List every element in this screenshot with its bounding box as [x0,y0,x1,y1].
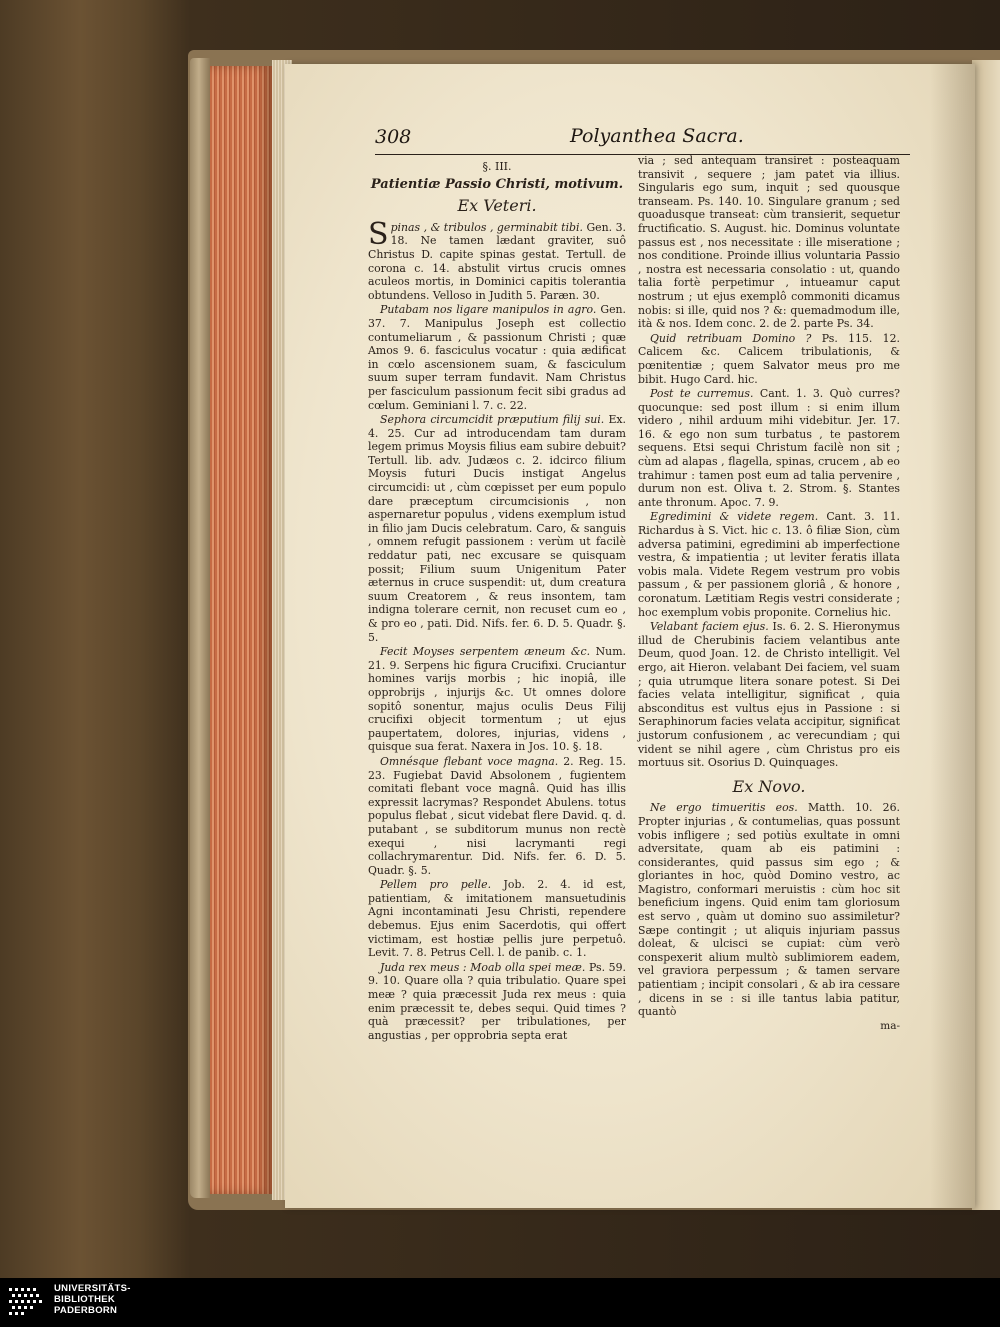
library-footer [0,1278,1000,1327]
paragraph [368,216,626,303]
scripture-quote: Fecit Moyses serpentem æneum &c. [380,645,591,659]
scripture-quote: Velabant faciem ejus. [650,620,769,634]
scripture-quote: Post te curremus. [650,387,754,401]
scripture-quote: Juda rex meus : Moab olla spei meæ. [380,960,586,974]
paragraph-text: Gen. 3. 18. Ne tamen lædant graviter, suô Christus D. capite spinas gestat. Tertull. de corona c. 14. abstulit virtus crucis omnes aculeos mortis, in Dominici capitis tolerantia obtundens. Velloso in Judith 5. Paræn. 30. [368,220,626,302]
scripture-quote: Egredimini & videte regem. [650,510,819,524]
paragraph [368,645,626,754]
paragraph-text: Is. 6. 2. S. Hieronymus illud de Cherubinis faciem velantibus ante Deum, quod Joan. 12. de Christo intelligit. Vel ergo, ait Hieron. velabant Dei faciem, vel suam ; quia utrumque litera sonare potest. Si Dei facies velata intelligitur, significat , quia absconditus est vultus ejus in Passione : si Seraphinorum facies velata accipitur, significat justorum confusionem , ac verecundiam ; qui vident se nihil agere , cùm Christus pro eis mortuus sit. Osorius D. Quinquages. [638,620,900,770]
library-name-line: BIBLIOTHEK [54,1294,116,1305]
paragraph [638,510,900,619]
paragraph-text: Cant. 3. 11. Richardus à S. Vict. hic c. 13. ô filiæ Sion, cùm adversa patimini, egredimini ab imperfectione vestra, & impatientia ; ut leviter feratis illata vobis mala. Videte Regem vestrum pro vobis passum , & per passionem gloriâ , & honore , coronatum. Lætitiam Regis vestri considerate ; hoc exemplum vobis proponite. Cornelius hic. [638,510,900,619]
paragraph-text: 2. Reg. 15. 23. Fugiebat David Absolonem , fugientem comitati flebant voce magnâ. Quid has illis expressit lacrymas? Respondet Abulens. totus populus flebat , sicut videbat flere David. q. d. putabant , se subditorum munus non rectè exequi , nisi lacrymanti regi collachrymarentur. Did. Nifs. fer. 6. D. 5. Quadr. §. 5. [368,754,626,877]
paragraph-text: Num. 21. 9. Serpens hic figura Crucifixi. Cruciantur homines varijs morbis ; hic inopiâ, ille opprobrijs , injurijs &c. Ut omnes dolore sopitô sonentur, majus oculis Deus Filij crucifixi objecit tormentum ; ut ejus paupertatem, dolores, injurias, videns , quisque sua ferat. Naxera in Jos. 10. §. 18. [368,645,626,754]
library-name-line: UNIVERSITÄTS- [54,1283,131,1294]
paragraph [368,755,626,877]
gutter-shadow [930,64,975,1208]
paragraph-text: Gen. 37. 7. Manipulus Joseph est collectio contumeliarum , & passionum Christi ; quæ Amos 9. 6. fasciculus vocatur : quia ædificat in cœlo ascensionem suam, & fasciculum suum super terram fundavit. Nam Christus per fasciculum passionum fecit sibi gradus ad cœlum. Geminiani l. 7. c. 22. [368,303,627,412]
drop-cap: S [368,216,389,252]
scripture-quote: Ne ergo timueritis eos. [650,801,798,815]
running-title: Polyanthea Sacra. [570,125,744,147]
paragraph-text: Cant. 1. 3. Quò curres? quocunque: sed post illum : si enim illum videro , nihil arduum mihi videbitur. Jer. 17. 16. & ego non sum turbatus , te pastorem sequens. Etsi sequi Christum facilè non sit ; cùm ad alapas , flagella, spinas, crucem , ab eo trahimur : tamen post eum ad talia pervenire , durum non est. Oliva t. 2. Strom. §. Stantes ante thronum. Apoc. 7. 9. [638,387,900,509]
sub-heading-old-testament: Ex Veteri. [457,196,537,216]
paragraph-text: Ex. 4. 25. Cur ad introducendam tam duram legem primus Moysis filius eam subire debuit? Tertull. lib. adv. Judæos c. 2. idcirco filium Moysis futuri Ducis instigat Angelus circumcidi: ut , cùm cœpisset per eum populo dare præceptum circumcisionis , non aspernaretur populus , videns exemplum istud in filio jam Ducis celebratum. Caro, & sanguis , omnem refugit passionem : verùm ut facilè reddatur pati, nec excusare se quisquam possit; Filium suum Unigenitum Pater æternus in cruce suspendit: ut, dum creatura suum Creatorem , & reus insontem, tam indigna tolerare cernit, non recuset cum eo , & pro eo , pati. Did. Nifs. fer. 6. D. 5. Quadr. §. 5. [368,413,626,644]
book-page [285,64,975,1208]
facing-page-edge [972,60,1000,1210]
paragraph-text: Ps. 59. 9. 10. Quare olla ? quia tribulatio. Quare spei meæ ? quia præcessit Juda rex meus : quia enim præcessit te, debes sequi. Quid times ? quà præcessit? per tribulationes, per angustias , per opprobria septa erat [368,960,626,1042]
book-board-edge [190,58,210,1198]
page-number: 308 [375,126,412,148]
paragraph-text: Ps. 115. 12. Calicem &c. Calicem tribulationis, & pœnitentiæ ; quem Salvator meus pro me bibit. Hugo Card. hic. [638,331,900,386]
paragraph [638,154,900,331]
page-header [375,124,910,155]
paragraph-text: Matth. 10. 26. Propter injurias , & contumelias, quas possunt vobis infligere ; sed potiùs exultate in omni adversitate, quam ab eis patimini : considerantes, quid passus sim ego ; & gloriantes in hoc, quòd Domino vestro, ac Magistro, conformari meruistis : cùm hoc sit beneficium ingens. Quid enim tam gloriosum est servo , quàm ut domino suo assimiletur? Sæpe contingit ; ut aliquis injuriam passus doleat, & ulcisci se cupiat: cùm verò conspexerit alium multò sublimiorem eadem, vel graviora perpessum ; & tamen servare patientiam ; incipit consolari , & ab ira cessare , dicens in se : si ille tantus labia patitur, quantò [638,801,900,1019]
library-name [54,1283,131,1316]
section-number: §. III. [482,160,512,173]
paragraph-text: Job. 2. 4. id est, patientiam, & imitationem mansuetudinis Agni incontaminati Jesu Christi, rependere debemus. Ejus enim Sacerdotis, qui offert victimam, est hostiæ pellis jure perpetuô. Levit. 7. 8. Petrus Cell. l. de panib. c. 1. [368,878,626,960]
scripture-quote: Sephora circumcidit præputium filij sui. [380,413,605,427]
paragraph [638,332,900,386]
catchword: ma- [880,1019,900,1032]
paragraph [368,413,626,644]
paragraph [368,303,626,412]
paragraph [638,620,900,770]
scripture-quote: Pellem pro pelle. [380,878,492,892]
right-column [638,154,900,1033]
paragraph [368,878,626,960]
scripture-quote: Quid retribuam Domino ? [650,331,812,345]
sub-heading-new-testament: Ex Novo. [732,776,806,796]
red-page-edges [210,66,272,1194]
section-title: Patientiæ Passio Christi, motivum. [370,176,624,192]
scripture-quote: Omnésque flebant voce magna. [380,754,559,768]
paragraph [368,961,626,1043]
paragraph-text: via ; sed antequam transiret : posteaquam transivit , sequere ; jam patet via illius. Singularis ego sum, inquit ; sed quousque transeam. Ps. 140. 10. Singulare granum ; sed quoadusque transeat: cùm transierit, sequetur fructificatio. S. August. hic. Dominus voluntate passus est , nos necessitate : ille miseratione ; nos conditione. Proinde illius voluntaria Passio , nostra est necessaria consolatio : ut, quando talia fortè perpetimur , intueamur caput nostrum ; ut ejus exemplô commoniti dicamus nobis: si ille, quid nos ? &: quemadmodum ille, ità & nos. Idem conc. 2. de 2. parte Ps. 34. [638,154,900,331]
paragraph [638,387,900,509]
library-name-line: PADERBORN [54,1305,118,1316]
scripture-quote: Putabam nos ligare manipulos in agro. [380,303,597,317]
paragraph [638,801,900,1019]
library-logo-icon [7,1286,47,1320]
left-column [368,154,626,1043]
scripture-quote: pinas , & tribulos , germinabit tibi. [390,220,583,234]
